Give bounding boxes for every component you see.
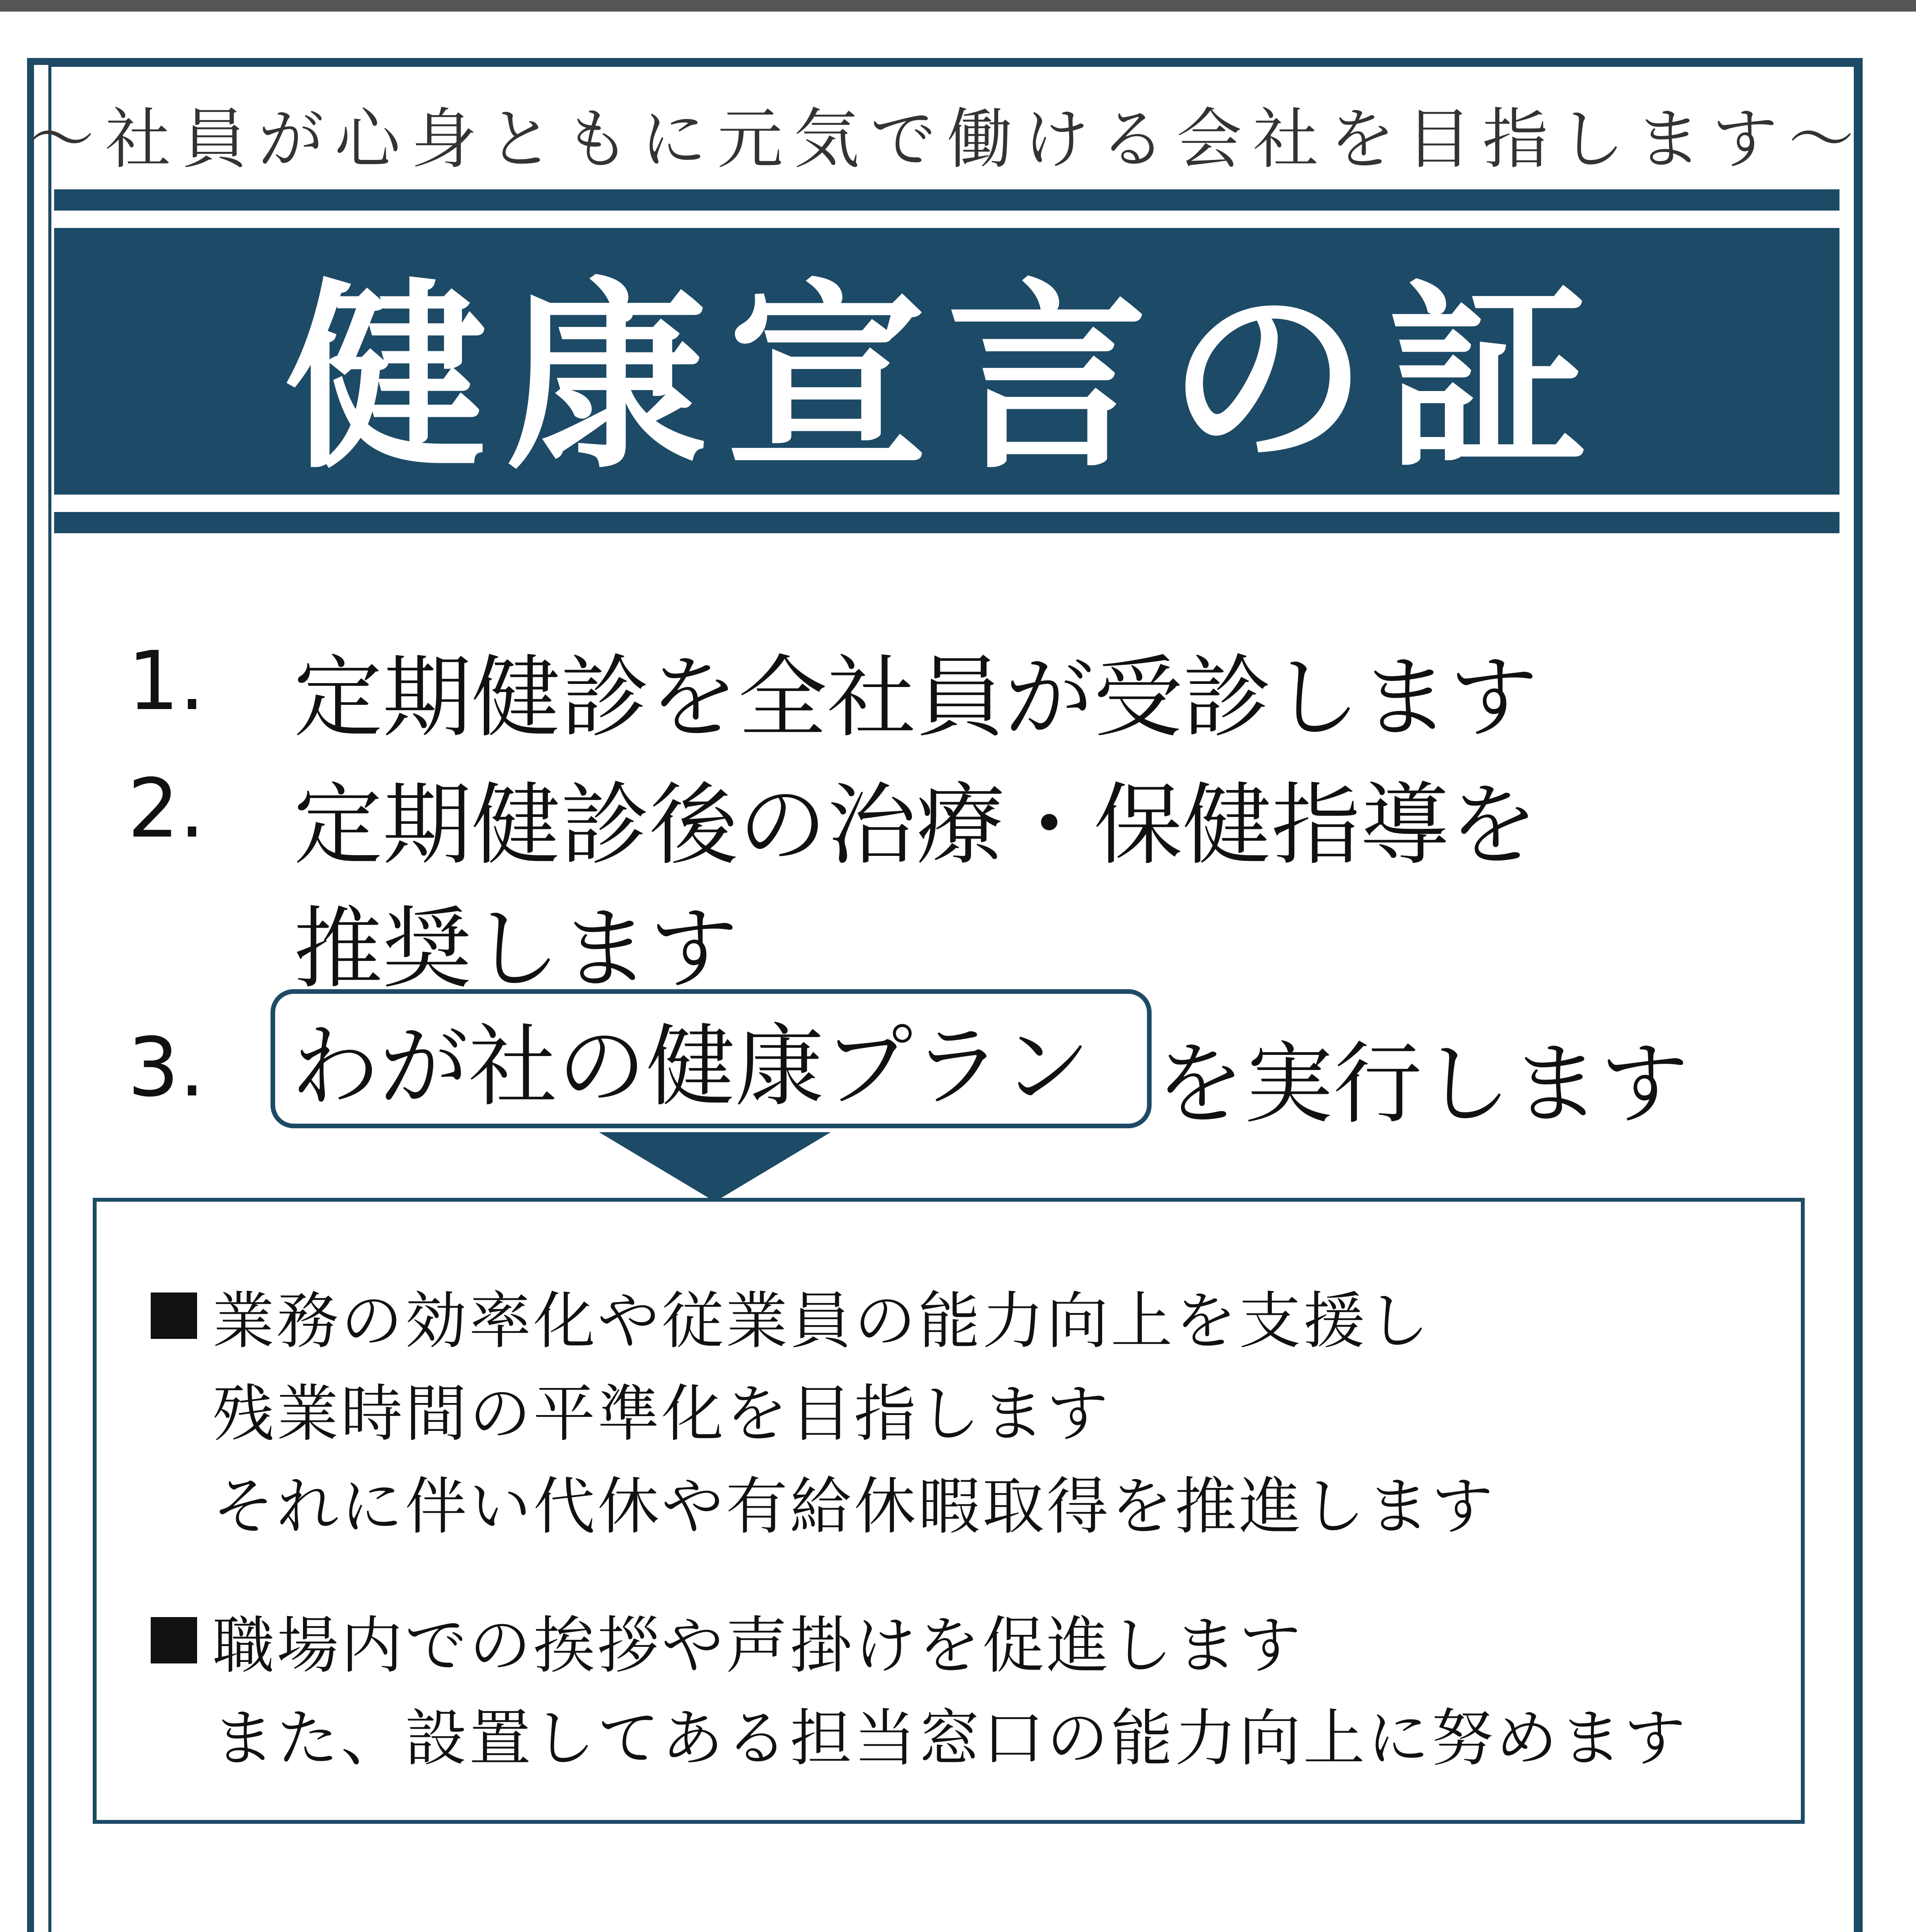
declaration-1-text: 定期健診を全社員が受診します <box>294 646 1538 750</box>
plan-line-3: それに伴い代休や有給休暇取得を推進します <box>213 1470 1496 1543</box>
declaration-2-text-cont: 推奨します <box>294 898 738 1001</box>
down-arrow-icon <box>599 1132 831 1202</box>
health-plan-label: わが社の健康プラン <box>291 1015 1091 1119</box>
certificate-title: 健康宣言の証 <box>286 260 1608 496</box>
bullet-square-icon <box>151 1293 197 1339</box>
title-rule-top <box>54 189 1839 211</box>
title-band <box>54 228 1839 495</box>
plan-line-4: 職場内での挨拶や声掛けを促進します <box>213 1609 1303 1682</box>
declaration-2-number: 2. <box>128 761 205 856</box>
title-rule-bottom <box>54 512 1839 533</box>
declaration-3-text: を実行します <box>1155 1033 1689 1136</box>
page-top-edge <box>0 0 1916 12</box>
health-plan-box <box>271 989 1152 1128</box>
declaration-1-number: 1. <box>128 634 205 728</box>
declaration-3-number: 3. <box>128 1020 205 1115</box>
company-name <box>232 1917 935 1932</box>
health-plan-details <box>93 1198 1805 1824</box>
plan-line-2: 残業時間の平準化を目指します <box>213 1378 1111 1450</box>
declaration-2-text: 定期健診後の治療・保健指導を <box>294 774 1538 877</box>
plan-line-1: 業務の効率化や従業員の能力向上を支援し <box>213 1285 1432 1357</box>
slogan: ～社員が心身ともに元気で働ける会社を目指します～ <box>29 101 1865 178</box>
plan-line-5: また、設置してある担当窓口の能力向上に努めます <box>213 1702 1688 1774</box>
bullet-square-icon <box>151 1617 197 1663</box>
